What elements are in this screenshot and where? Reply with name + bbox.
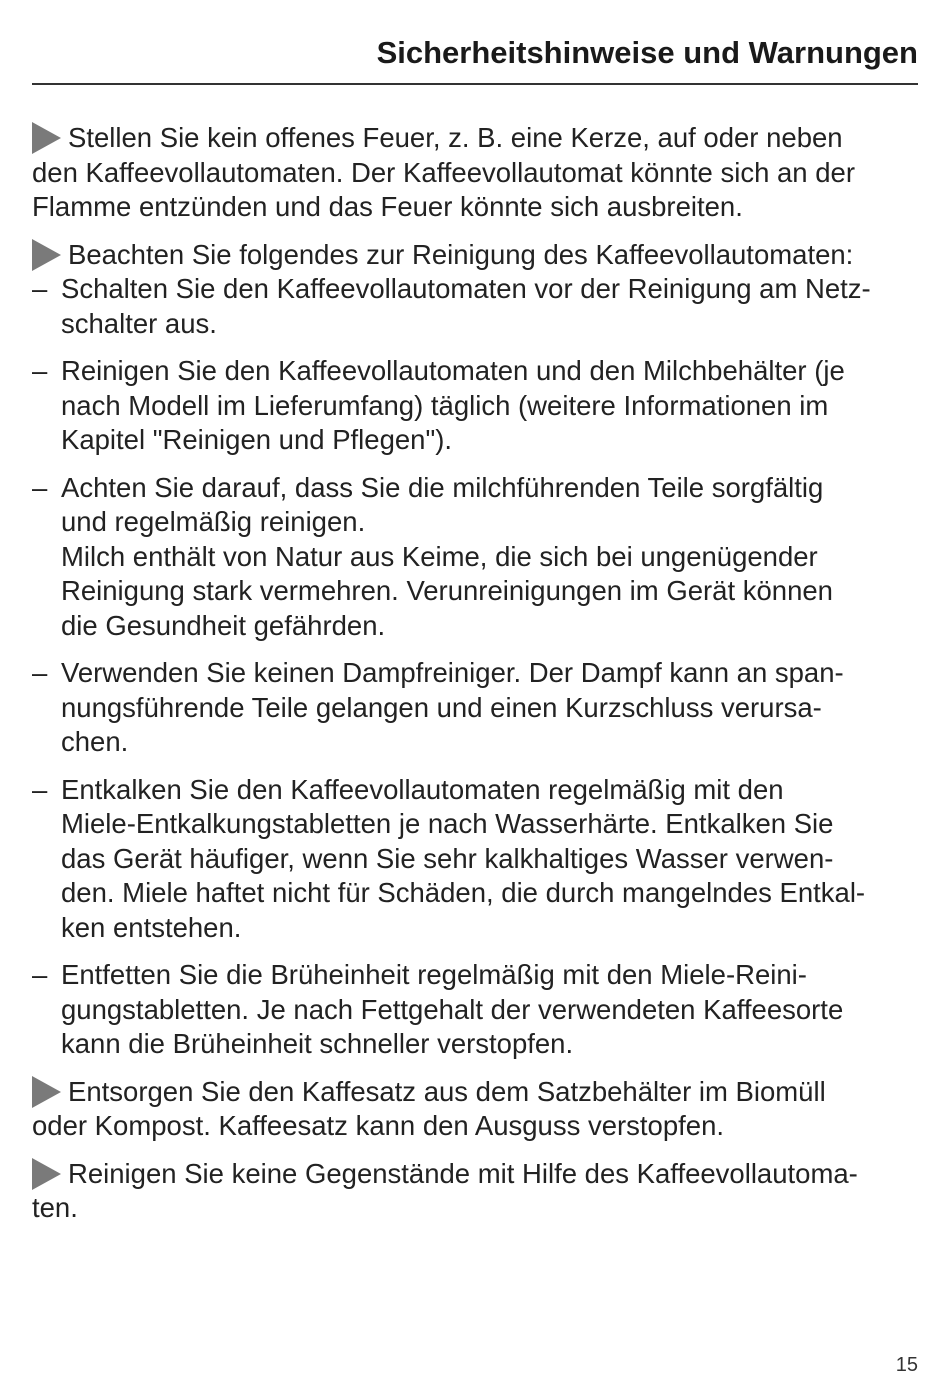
list-item-line: Reinigen Sie den Kaffeevollautomaten und den Milchbehälter (je <box>61 355 845 386</box>
list-item <box>32 272 918 341</box>
list-item-line: schalter aus. <box>61 307 217 339</box>
dash-bullet: – <box>32 959 48 990</box>
dash-bullet: – <box>32 355 48 386</box>
list-item <box>32 471 918 644</box>
list-item-line: Kapitel "Reinigen und Pflegen"). <box>61 424 453 455</box>
warning-line: Flamme entzünden und das Feuer könnte sich ausbreiten. <box>32 191 743 222</box>
list-item-line: das Gerät häufiger, wenn Sie sehr kalkhaltiges Wasser verwen- <box>61 842 834 874</box>
dash-bullet: – <box>32 471 48 503</box>
warning-line: ten. <box>32 1192 78 1223</box>
list-item-line: ken entstehen. <box>61 911 242 943</box>
document-body <box>32 121 918 1239</box>
page-number: 15 <box>895 1354 918 1376</box>
list-item <box>32 656 918 760</box>
warning-triangle-icon <box>32 1076 61 1108</box>
dash-bullet: – <box>32 273 48 304</box>
page-title: Sicherheitshinweise und Warnungen <box>376 35 918 70</box>
list-item <box>32 958 918 1062</box>
list-item-line: Achten Sie darauf, dass Sie die milchführenden Teile sorgfältig <box>61 471 824 503</box>
list-item-line: den. Miele haftet nicht für Schäden, die durch mangelndes Entkal- <box>61 877 866 908</box>
warning-triangle-icon <box>32 122 61 154</box>
warning-line: Reinigen Sie keine Gegenstände mit Hilfe des Kaffeevollautoma- <box>68 1157 858 1189</box>
list-item-line: Schalten Sie den Kaffeevollautomaten vor der Reinigung am Netz- <box>61 273 871 304</box>
list-item-line: chen. <box>61 726 129 757</box>
warning-triangle-icon <box>32 239 61 271</box>
warning-triangle-icon <box>32 1158 61 1190</box>
warning-intro: Beachten Sie folgendes zur Reinigung des Kaffeevollautomaten: <box>68 238 854 270</box>
warning-cleaning <box>32 238 918 1062</box>
list-item <box>32 354 918 458</box>
warning-objects <box>32 1157 918 1226</box>
list-item-line: Milch enthält von Natur aus Keime, die sich bei ungenügender <box>61 540 818 572</box>
list-item <box>32 773 918 946</box>
list-item-line: und regelmäßig reinigen. <box>61 506 366 537</box>
dash-bullet: – <box>32 773 48 805</box>
header-divider <box>32 83 918 85</box>
warning-fire <box>32 121 918 225</box>
warning-line: den Kaffeevollautomaten. Der Kaffeevollautomat könnte sich an der <box>32 156 855 188</box>
list-item-line: Miele-Entkalkungstabletten je nach Wasserhärte. Entkalken Sie <box>61 808 834 839</box>
list-item-line: die Gesundheit gefährden. <box>61 609 386 641</box>
warning-line: Entsorgen Sie den Kaffesatz aus dem Satzbehälter im Biomüll <box>68 1075 826 1107</box>
list-item-line: gungstabletten. Je nach Fettgehalt der verwendeten Kaffeesorte <box>61 993 844 1025</box>
list-item-line: kann die Brüheinheit schneller verstopfen. <box>61 1028 574 1059</box>
list-item-line: Entkalken Sie den Kaffeevollautomaten regelmäßig mit den <box>61 773 784 805</box>
dash-bullet: – <box>32 657 48 688</box>
warning-line: oder Kompost. Kaffeesatz kann den Ausguss verstopfen. <box>32 1110 725 1141</box>
list-item-line: Reinigung stark vermehren. Verunreinigungen im Gerät können <box>61 575 833 606</box>
list-item-line: nungsführende Teile gelangen und einen Kurzschluss verursa- <box>61 691 822 723</box>
list-item-line: Verwenden Sie keinen Dampfreiniger. Der Dampf kann an span- <box>61 657 844 688</box>
list-item-line: nach Modell im Lieferumfang) täglich (weitere Informationen im <box>61 389 829 421</box>
warning-line: Stellen Sie kein offenes Feuer, z. B. eine Kerze, auf oder neben <box>68 122 843 153</box>
list-item-line: Entfetten Sie die Brüheinheit regelmäßig mit den Miele-Reini- <box>61 959 807 990</box>
warning-grounds <box>32 1075 918 1144</box>
